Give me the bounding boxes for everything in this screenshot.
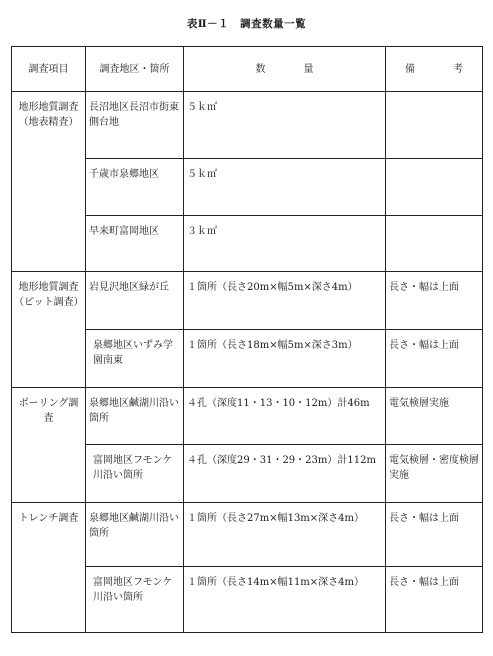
quantity-cell: １箇所（長さ20m×幅5m×深さ4m） xyxy=(184,272,386,330)
quantity-cell: １箇所（長さ27m×幅13m×深さ4m） xyxy=(184,503,386,567)
table-row xyxy=(12,272,483,330)
note-cell xyxy=(386,92,483,159)
note-cell: 長さ・幅は上面 xyxy=(386,272,483,330)
header-item: 調査項目 xyxy=(12,47,86,92)
table-row xyxy=(12,92,483,159)
note-cell: 長さ・幅は上面 xyxy=(386,503,483,567)
location-cell: 早来町富岡地区 xyxy=(86,216,184,272)
note-cell: 電気検層実施 xyxy=(386,388,483,445)
location-cell: 泉郷地区いずみ学園南東 xyxy=(86,330,184,388)
header-row xyxy=(12,47,483,92)
quantity-cell: ４孔（深度29・31・29・23m）計112m xyxy=(184,445,386,503)
quantity-cell: ３ｋ㎡ xyxy=(184,216,386,272)
location-cell: 長沼地区長沼市街東側台地 xyxy=(86,92,184,159)
note-cell: 長さ・幅は上面 xyxy=(386,567,483,633)
item-cell: トレンチ調査 xyxy=(12,503,86,633)
quantity-cell: ４孔（深度11・13・10・12m）計46m xyxy=(184,388,386,445)
table-title: 表Ⅱ－１ 調査数量一覧 xyxy=(186,18,307,30)
survey-quantity-table xyxy=(11,46,483,633)
header-quantity: 数 量 xyxy=(184,47,386,92)
item-cell: 地形地質調査（地表精査） xyxy=(12,92,86,272)
quantity-cell: ５ｋ㎡ xyxy=(184,159,386,216)
note-cell xyxy=(386,216,483,272)
table-row xyxy=(12,388,483,445)
location-cell: 泉郷地区鹹湖川沿い箇所 xyxy=(86,503,184,567)
location-cell: 富岡地区フモンケ川沿い箇所 xyxy=(86,567,184,633)
table-row xyxy=(12,503,483,567)
item-cell: ボーリング調査 xyxy=(12,388,86,503)
location-cell: 富岡地区フモンケ川沿い箇所 xyxy=(86,445,184,503)
location-cell: 千歳市泉郷地区 xyxy=(86,159,184,216)
item-cell: 地形地質調査（ピット調査） xyxy=(12,272,86,388)
quantity-cell: １箇所（長さ18m×幅5m×深さ3m） xyxy=(184,330,386,388)
location-cell: 岩見沢地区緑が丘 xyxy=(86,272,184,330)
quantity-cell: ５ｋ㎡ xyxy=(184,92,386,159)
note-cell: 長さ・幅は上面 xyxy=(386,330,483,388)
note-cell: 電気検層・密度検層実施 xyxy=(386,445,483,503)
quantity-cell: １箇所（長さ14m×幅11m×深さ4m） xyxy=(184,567,386,633)
header-note: 備 考 xyxy=(386,47,483,92)
header-location: 調査地区・箇所 xyxy=(86,47,184,92)
location-cell: 泉郷地区鹹湖川沿い箇所 xyxy=(86,388,184,445)
note-cell xyxy=(386,159,483,216)
